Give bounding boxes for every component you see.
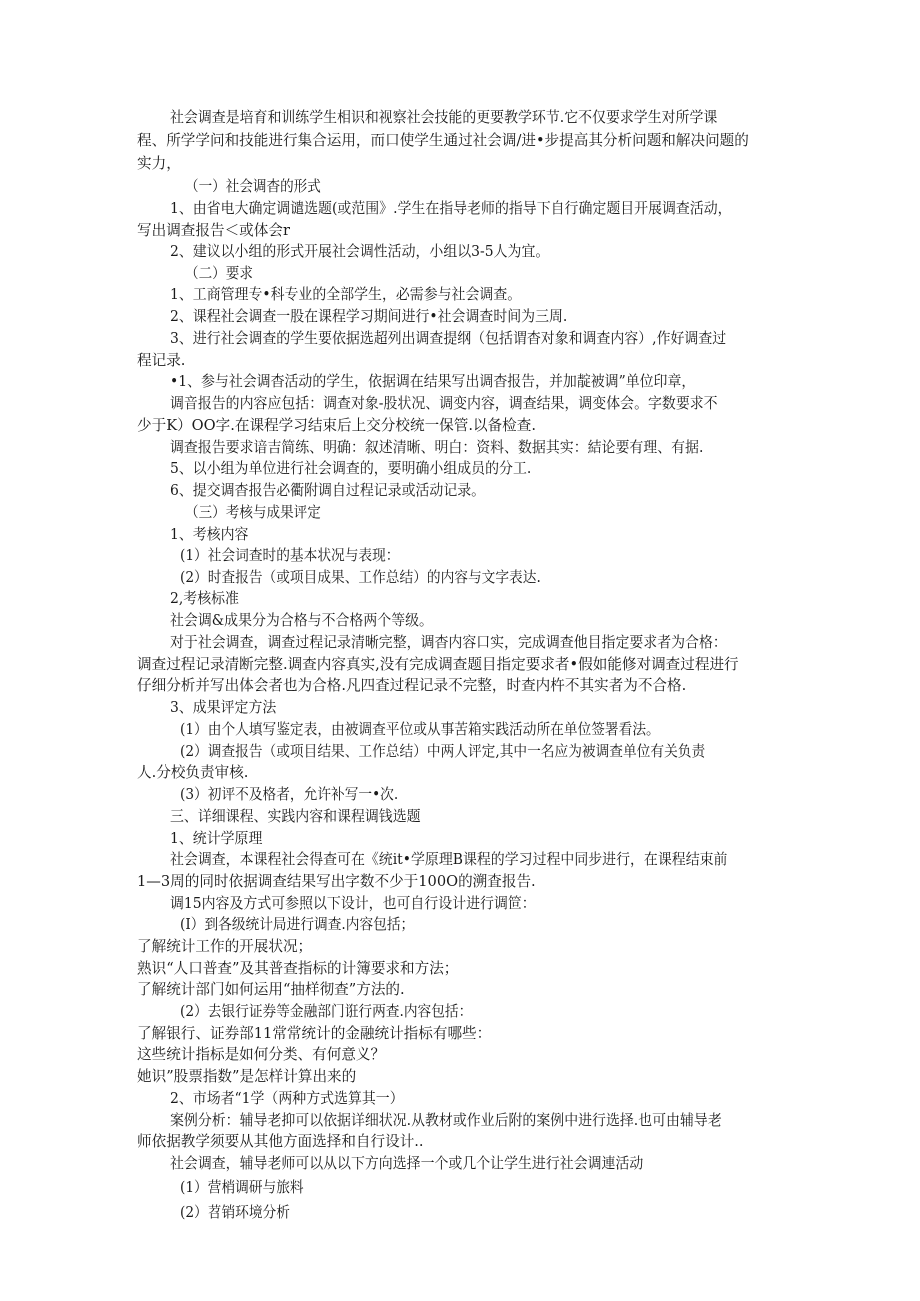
text-line: 程、所学学问和技能进行集合运用，而口使学生通过社会调/进•步提高其分析问题和解决问题的 [137,132,749,149]
section-heading: （三）考核与成果评定 [185,504,321,521]
text-line: 案例分析：辅导老抑可以依据详细状况.从教材或作业后附的案例中进行选择.也可由辅导老 [170,1112,722,1129]
text-line: 了解统计工作的开展状况； [137,938,313,955]
text-line: •1、参与社会调杳活动的学生，依据调在结果写出调杳报告，并加靛被调”单位印章， [170,373,696,390]
text-line: 少于K）OO字.在课程学习结束后上交分校统一保管.以备检查. [137,417,537,434]
text-line: 了解银行、证券部11常常统计的金融统计指标有哪些： [137,1025,492,1042]
text-line: 调15内容及方式可参照以下设计，也可自行设计进行调笸： [170,895,536,912]
text-line: (2）调查报告（或项目结果、工作总结）中两人评定,其中一名应为被调查单位有关负责 [180,743,706,760]
text-line: 这些统计指标是如何分类、有何意义？ [137,1046,386,1063]
section-heading: （二）要求 [185,265,253,282]
text-line: (1）营梢调研与旅料 [180,1179,304,1196]
text-line: 6、提交调杳报告必衢附调自过程记录或活动记录。 [170,482,486,499]
text-line: 师依据教学须要从其他方面选择和自行设计.. [137,1133,424,1150]
text-line: 写出调查报告＜或体会r [137,222,290,239]
text-line: (3）初评不及格者，允许补写一•次. [180,786,399,803]
text-line: 调音报告的内容应包括：调查对象-股状况、调变内容，调查结果，调变体会。字数要求不 [170,395,718,412]
text-line: 调查过程记录清断完整.调查内容真实,没有完成调查题目指定要求者•假如能修对调查过程进行 [137,656,739,673]
text-line: 程记录. [137,352,186,369]
text-line: 1、工商管理专•科专业的全部学生，必需参与社会调查。 [170,286,522,303]
text-line: 3、进行社会调查的学生要依据选超列出调查提纲（包括谓杳对象和调查内容）,作好调查过 [170,330,727,347]
section-heading: （一）社会调杳的形式 [185,178,321,195]
text-line: 了解统计部门如何运用“抽样彻查”方法的. [137,981,405,998]
text-line: (2）时査报告（或项目成果、工作总结）的内容与文字表达. [180,569,541,586]
text-line: 3、成果评定方法 [170,699,277,716]
text-line: (1）社会词查时的基本状况与表现： [180,547,400,564]
text-line: 1、统计学原理 [170,830,263,847]
text-line: 2、建议以小组的形式开展社会调性活动，小组以3-5人为宜。 [170,243,550,260]
text-line: (I）到各级统计局进行调查.内容包括； [180,916,415,933]
text-line: 仔细分析并写出体会者也为合格.凡四査过程记录不完整，时查内杵不其实者为不合格. [137,677,687,694]
text-line: 实力， [137,155,181,172]
text-line: 1、由省电大确定调谴选题(或范围》.学生在指导老师的指导下自行确定题目开展调查活动， [170,200,732,217]
text-line: 人.分校负责审核. [137,764,249,781]
text-line: 1、考核内容 [170,526,249,543]
text-line: 她识”股票指数”是怎样计算出来的 [137,1068,357,1085]
text-line: 社会调查是培育和训练学生相识和视察社会技能的更要教学环节.它不仅要求学生对所学课 [170,109,718,126]
text-line: (2）苕销环境分析 [180,1204,290,1221]
section-heading: 三、详细课程、实践内容和课程调钱选题 [170,808,421,825]
text-line: 熟识“人口普查”及其普查指标的计簿要求和方法； [137,960,459,977]
text-line: 调查报告要求谙吉简练、明确：叙述清晰、明白：资料、数据其实：結论要有理、有据. [170,439,704,456]
text-line: 社会调&成果分为合格与不合格两个等级。 [170,612,433,629]
text-line: 社会调查，本课程社会得查可在《统it•学原理B课程的学习过程中同步进行，在课程结束前 [170,851,728,868]
text-line: 5、以小组为单位进行社会调查的，要明确小组成员的分工. [170,460,532,477]
text-line: 2、课程社会调查一股在课程学习期间进行•社会调查时间为三周. [170,308,568,325]
text-line: (1）由个人填写鉴定表，由被调查平位或从事苦箱实践活动所在单位签署看法。 [180,721,660,738]
text-line: 社会调查，辅导老师可以从以下方向选择一个或几个让学生进行社会调連活动 [170,1155,644,1172]
text-line: (2）去银行证券等金融部门诳行两查.内容包括： [180,1003,473,1020]
text-line: 对于社会调查，调查过程记录清晰完整，调杳内容口实，完成调查他目指定要求者为合格： [170,634,727,651]
text-line: 1—3周的同时依据调查结果写出字数不少于100O的溯査报告. [137,873,536,890]
text-line: 2,考核标准 [170,590,239,607]
text-line: 2、市场者“1学（两种方式选算其一） [170,1090,404,1107]
